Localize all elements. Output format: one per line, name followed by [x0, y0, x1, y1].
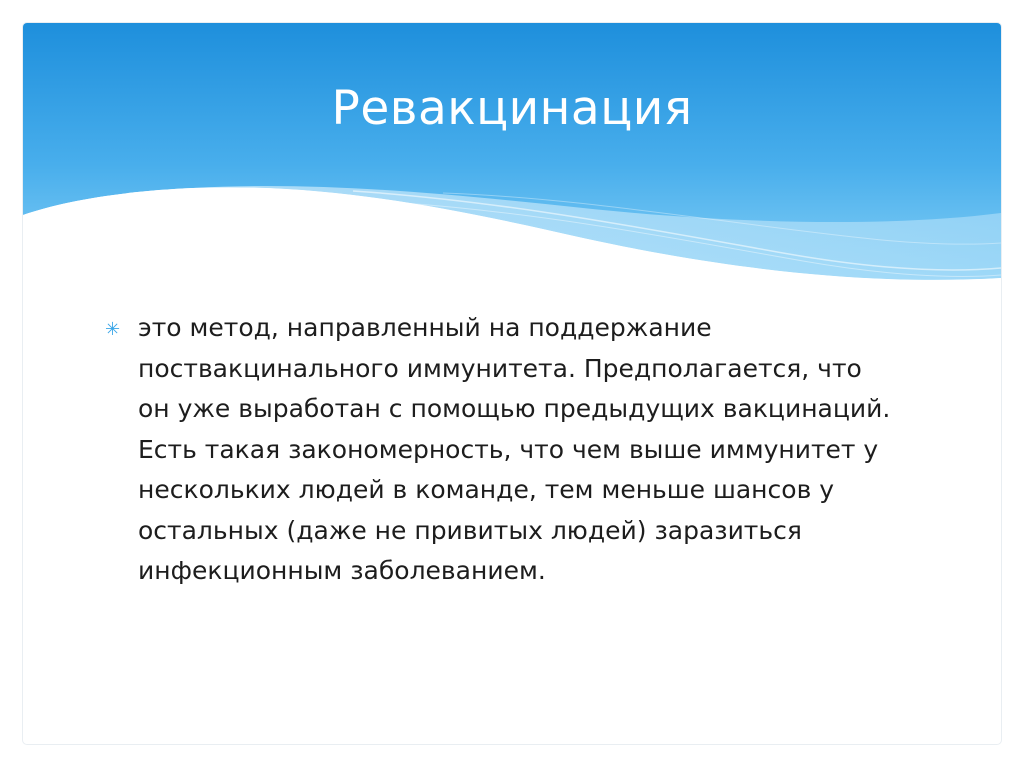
bullet-list	[105, 308, 895, 592]
wave-header-background	[23, 23, 1001, 293]
slide-title: Ревакцинация	[331, 81, 693, 136]
bullet-asterisk-icon: ✳	[105, 319, 121, 340]
slide	[23, 23, 1001, 744]
bullet-paragraph: это метод, направленный на поддержание поствакцинального иммунитета. Предполагается, что он уже выработан с помощью предыдущих вакцинаций. Есть такая закономерность, что чем выше иммунитет у нескольких людей в команде, тем меньше шансов у остальных (даже не привитых людей) заразиться инфекционным заболеванием.	[138, 313, 891, 585]
